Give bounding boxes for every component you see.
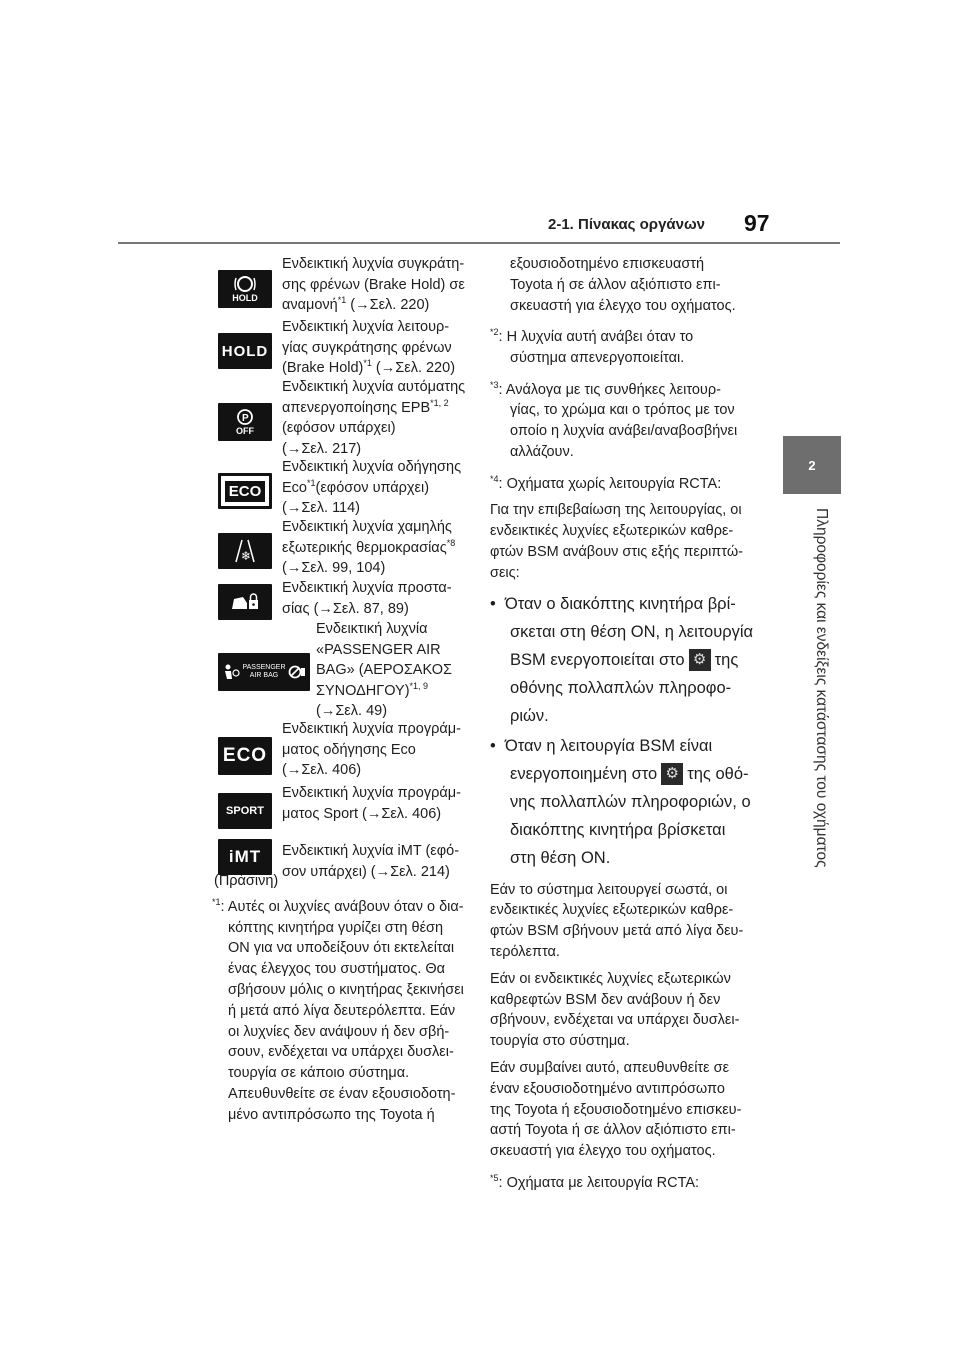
indicator-text: Ενδεικτική λυχνία iMT (εφό- σον υπάρχει) (→Σελ. 214) xyxy=(282,843,460,880)
chapter-side-title: Πληροφορίες και ενδείξεις κατάστασης του οχήματος xyxy=(813,508,830,868)
footnote-5: $^{*5}$: Οχήματα με λειτουργία RCTA: xyxy=(490,1173,700,1191)
indicator-text: Ενδεικτική λυχνία αυτόματης απενεργοποίησης EPB$^{*1, 2}$ (εφόσον υπάρχει) (→Σελ. 217) xyxy=(282,379,466,457)
svg-text:P: P xyxy=(242,413,249,424)
footnote-2: $^{*2}$: Η λυχνία αυτή ανάβει όταν το σύστημα απενεργοποιείται. xyxy=(490,327,694,367)
passenger-airbag-off-icon: PASSENGER AIR BAG xyxy=(218,653,310,691)
indicator-text: Ενδεικτική λυχνία «PASSENGER AIR BAG» (ΑΕΡΟΣΑΚΟΣ ΣΥΝΟΔΗΓΟΥ)$^{*1, 9}$ (→Σελ. 49) xyxy=(316,621,452,719)
brake-hold-standby-icon: HOLD xyxy=(218,270,272,308)
paragraph: Εάν οι ενδεικτικές λυχνίες εξωτερικών καθρεφτών BSM δεν ανάβουν ή δεν σβήνουν, ενδέχεται να υπάρχει δυσλει- τουργία στο σύστημα. xyxy=(490,970,740,1050)
footnote-4: $^{*4}$: Οχήματα χωρίς λειτουργία RCTA: xyxy=(490,473,722,492)
low-outside-temperature-icon xyxy=(218,533,272,569)
svg-text:❄: ❄ xyxy=(241,549,252,563)
footnote-1: $^{*1}$: Αυτές οι λυχνίες ανάβουν όταν ο δια- κόπτης κινητήρα γυρίζει στη θέση ON για να υποδείξουν ότι εκτελείται ένας έλεγχος του συστήματος. Θα σβήσουν μόλις ο κινητήρας ξεκινήσει ή μετά από λίγα δευτερόλεπτα. Εάν οι λυχνίες δεν ανάψουν ή δεν σβή- σουν, ενδέχεται να υπάρχει δυσλει- τουργία σε κάποιο σύστημα. Απευθυνθείτε σε έναν εξουσιοδοτη- μένο αντιπρόσωπο της Toyota ή xyxy=(212,897,464,1123)
footnote-continuation: εξουσιοδοτημένο επισκευαστή Toyota ή σε άλλον αξιόπιστο επι- σκευαστή για έλεγχο του οχήματος. xyxy=(510,256,736,314)
indicator-text: Ενδεικτική λυχνία προστα- σίας (→Σελ. 87, 89) xyxy=(282,580,452,617)
paragraph: Εάν το σύστημα λειτουργεί σωστά, οι ενδεικτικές λυχνίες εξωτερικών καθρε- φτών BSM σβήνουν μετά από λίγα δευ- τερόλεπτα. xyxy=(490,881,744,961)
chapter-tab: 2 xyxy=(783,436,841,494)
indicator-text: Ενδεικτική λυχνία λειτουρ- γίας συγκράτησης φρένων (Brake Hold)$^{*1}$ (→Σελ. 220) xyxy=(282,319,456,376)
footnote-3: $^{*3}$: Ανάλογα με τις συνθήκες λειτουρ- γίας, το χρώμα και ο τρόπος με τον οποίο η λυχνία ανάβει/αναβοσβήνει αλλάζουν. xyxy=(490,379,738,461)
bullet-item: • Όταν ο διακόπτης κινητήρα βρί- σκεται στη θέση ON, η λειτουργία BSM ενεργοποιείται στο ⚙ της οθόνης πολλαπλών πληροφο- ριών. xyxy=(490,594,754,725)
indicator-text: Ενδεικτική λυχνία προγράμ- ματος οδήγησης Eco (→Σελ. 406) xyxy=(282,721,461,778)
indicator-text: Ενδεικτική λυχνία προγράμ- ματος Sport (→Σελ. 406) xyxy=(282,785,461,822)
indicator-text: Ενδεικτική λυχνία συγκράτη- σης φρένων (Brake Hold) σε αναμονή$^{*1}$ (→Σελ. 220) xyxy=(282,256,465,313)
eco-drive-indicator-icon: ECO xyxy=(218,473,272,509)
section-title: 2-1. Πίνακας οργάνων xyxy=(548,216,705,233)
indicator-text: Ενδεικτική λυχνία οδήγησης Eco$^{*1}$(εφόσον υπάρχει) (→Σελ. 114) xyxy=(282,459,462,516)
brake-hold-operated-icon: HOLD xyxy=(218,333,272,369)
right-column xyxy=(490,254,760,1200)
imt-indicator-icon: iMT xyxy=(218,839,272,875)
gear-icon: ⚙ xyxy=(661,763,683,785)
gear-icon: ⚙ xyxy=(689,649,711,671)
page-number: 97 xyxy=(744,210,770,236)
header-rule xyxy=(118,242,840,244)
icon-caption: (Πράσινη) xyxy=(214,873,279,889)
eco-drive-mode-icon: ECO xyxy=(218,737,272,775)
paragraph: Εάν συμβαίνει αυτό, απευθυνθείτε σε έναν εξουσιοδοτημένο αντιπρόσωπο της Toyota ή εξουσιοδοτημένο επισκευ- αστή Toyota ή σε άλλον αξιόπιστο επι- σκευαστή για έλεγχο του οχήματος. xyxy=(490,1060,742,1160)
security-indicator-icon xyxy=(218,584,272,620)
paragraph: Για την επιβεβαίωση της λειτουργίας, οι ενδεικτικές λυχνίες εξωτερικών καθρε- φτών BSM ανάβουν στις εξής περιπτώ- σεις: xyxy=(490,502,743,581)
epb-auto-off-icon: P OFF xyxy=(218,403,272,441)
sport-mode-icon: SPORT xyxy=(218,793,272,829)
indicator-text: Ενδεικτική λυχνία χαμηλής εξωτερικής θερμοκρασίας$^{*8}$ (→Σελ. 99, 104) xyxy=(282,519,456,576)
bullet-item: • Όταν η λειτουργία BSM είναι ενεργοποιημένη στο ⚙ της οθό- νης πολλαπλών πληροφοριών, ο διακόπτης κινητήρα βρίσκεται στη θέση ON. xyxy=(490,736,751,867)
